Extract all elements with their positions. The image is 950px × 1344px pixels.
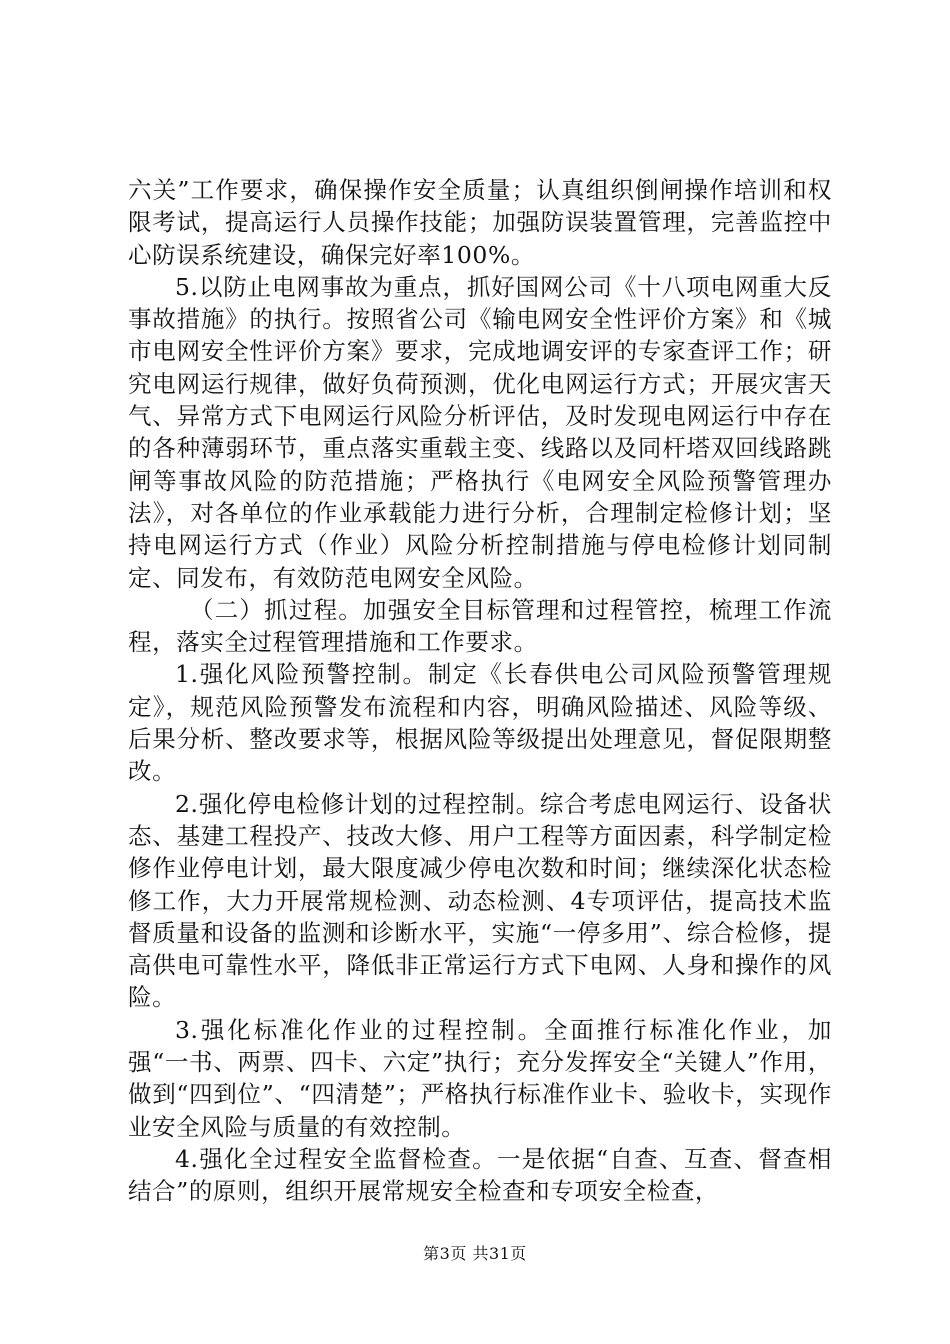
paragraph-item-3: 3.强化标准化作业的过程控制。全面推行标准化作业，加强“一书、两票、四卡、六定”执行；充分发挥安全“关键人”作用，做到“四到位”、“四清楚”；严格执行标准作业卡、验收卡，实现作业安全风险与质量的有效控制。 <box>128 1015 832 1141</box>
paragraph-item-4: 4.强化全过程安全监督检查。一是依据“自查、互查、督查相结合”的原则，组织开展常规安全检查和专项安全检查， <box>128 1144 832 1206</box>
paragraph-item-1: 1.强化风险预警控制。制定《长春供电公司风险预警管理规定》，规范风险预警发布流程和内容，明确风险描述、风险等级、后果分析、整改要求等，根据风险等级提出处理意见，督促限期整改。 <box>128 660 832 786</box>
document-body <box>128 174 832 1208</box>
page-number-footer: 第3页 共31页 <box>423 1244 527 1263</box>
paragraph-item-2: 2.强化停电检修计划的过程控制。综合考虑电网运行、设备状态、基建工程投产、技改大修、用户工程等方面因素，科学制定检修作业停电计划，最大限度减少停电次数和时间；继续深化状态检修工作，大力开展常规检测、动态检测、4专项评估，提高技术监督质量和设备的监测和诊断水平，实施“一停多用”、综合检修，提高供电可靠性水平，降低非正常运行方式下电网、人身和操作的风险。 <box>128 789 832 1012</box>
paragraph-continuation: 六关”工作要求，确保操作安全质量；认真组织倒闸操作培训和权限考试，提高运行人员操作技能；加强防误装置管理，完善监控中心防误系统建设，确保完好率100%。 <box>128 176 832 269</box>
paragraph-item-5: 5.以防止电网事故为重点，抓好国网公司《十八项电网重大反事故措施》的执行。按照省公司《输电网安全性评价方案》和《城市电网安全性评价方案》要求，完成地调安评的专家查评工作；研究电网运行规律，做好负荷预测，优化电网运行方式；开展灾害天气、异常方式下电网运行风险分析评估，及时发现电网运行中存在的各种薄弱环节，重点落实重载主变、线路以及同杆塔双回线路跳闸等事故风险的防范措施；严格执行《电网安全风险预警管理办法》，对各单位的作业承载能力进行分析，合理制定检修计划；坚持电网运行方式（作业）风险分析控制措施与停电检修计划同制定、同发布，有效防范电网安全风险。 <box>128 272 832 592</box>
section-heading-process: （二）抓过程。加强安全目标管理和过程管控，梳理工作流程，落实全过程管理措施和工作要求。 <box>128 595 832 657</box>
